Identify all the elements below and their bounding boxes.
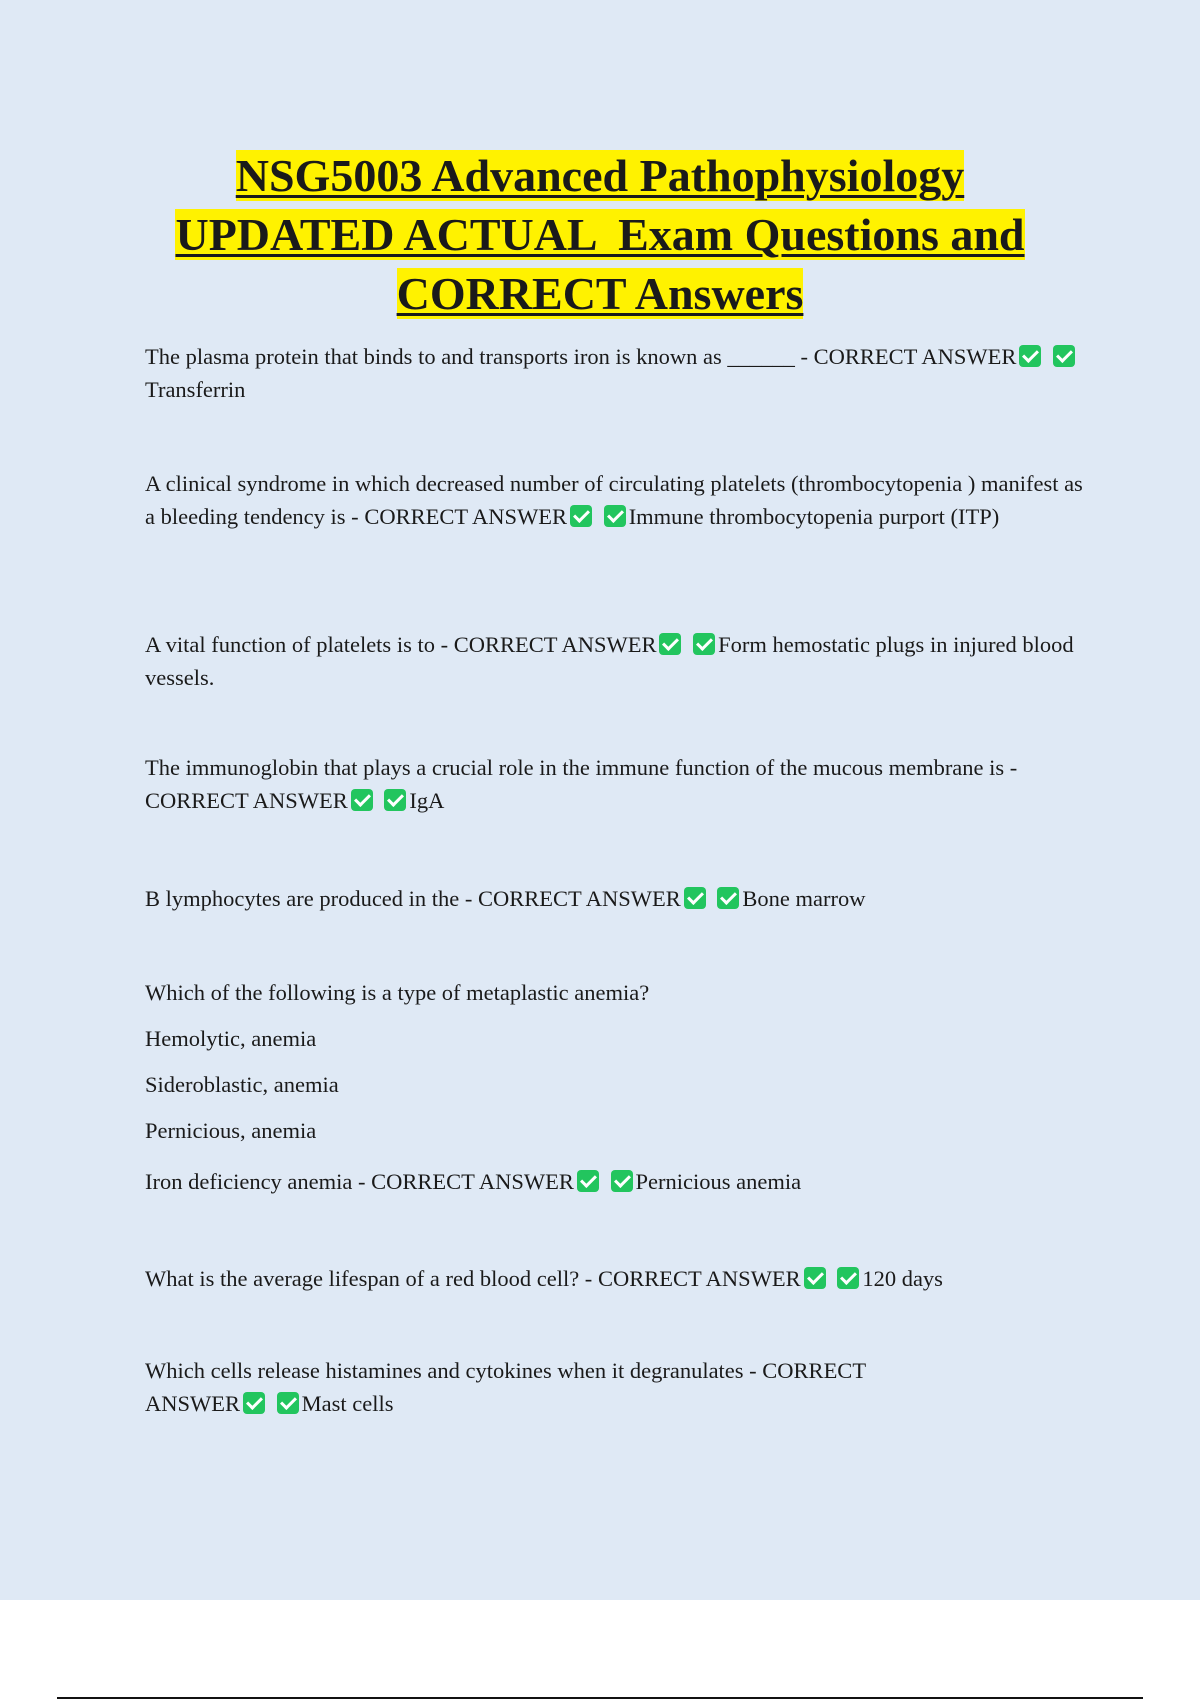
- answer-marker: CORRECT ANSWER: [813, 344, 1017, 369]
- check-icon: [717, 887, 739, 909]
- check-icon: [1019, 345, 1041, 367]
- answer-marker: CORRECT ANSWER: [597, 1266, 801, 1291]
- answer-marker: CORRECT ANSWER: [364, 504, 568, 529]
- check-icon: [1053, 345, 1075, 367]
- qa-item: [145, 751, 1095, 817]
- check-icon: [243, 1392, 265, 1414]
- question-text: The immunoglobin that plays a crucial role in the immune function of the mucous membrane is -: [145, 755, 1018, 780]
- qa-item: [145, 628, 1095, 694]
- check-icon: [351, 789, 373, 811]
- answer-marker: CORRECT ANSWER: [145, 788, 348, 813]
- question-text: A vital function of platelets is to -: [145, 632, 449, 657]
- title-line-1: NSG5003 Advanced Pathophysiology: [235, 150, 965, 201]
- answer-text: Bone marrow: [742, 886, 866, 911]
- qa-item: [145, 340, 1095, 406]
- check-icon: [804, 1267, 826, 1289]
- check-icon: [837, 1267, 859, 1289]
- answer-marker: CORRECT ANSWER: [478, 886, 681, 911]
- option-item: Hemolytic, anemia: [145, 1026, 317, 1051]
- answer-text: Mast cells: [301, 1391, 394, 1416]
- check-icon: [604, 505, 626, 527]
- option-item: Pernicious, anemia: [145, 1118, 317, 1143]
- document-title: [100, 146, 1100, 323]
- answer-text: Pernicious anemia: [635, 1169, 802, 1194]
- answer-text: 120 days: [862, 1266, 943, 1291]
- footer-divider: [57, 1697, 1143, 1699]
- answer-marker: CORRECT ANSWER: [453, 632, 657, 657]
- check-icon: [684, 887, 706, 909]
- answer-text: Form hemostatic plugs in injured blood vessels.: [145, 632, 1074, 690]
- question-text: Which of the following is a type of metaplastic anemia?: [145, 980, 650, 1005]
- answer-marker: CORRECT ANSWER: [371, 1169, 574, 1194]
- qa-item: [145, 882, 1095, 915]
- check-icon: [570, 505, 592, 527]
- title-line-3: CORRECT Answers: [396, 268, 804, 319]
- qa-item: [145, 1165, 801, 1198]
- answer-text: IgA: [409, 788, 445, 813]
- qa-item: [145, 1354, 945, 1420]
- question-text: The plasma protein that binds to and transports iron is known as ______ -: [145, 344, 809, 369]
- qa-item: [145, 1262, 1095, 1295]
- question-text: Which cells release histamines and cytokines when it degranulates -: [145, 1358, 757, 1383]
- title-line-2: UPDATED ACTUAL Exam Questions and: [175, 209, 1025, 260]
- check-icon: [277, 1392, 299, 1414]
- answer-text: Transferrin: [145, 377, 246, 402]
- option-item: Sideroblastic, anemia: [145, 1072, 339, 1097]
- check-icon: [611, 1170, 633, 1192]
- option-item: Iron deficiency anemia -: [145, 1169, 366, 1194]
- check-icon: [693, 633, 715, 655]
- question-text: A clinical syndrome in which decreased number of circulating platelets (thrombocytopenia ) manifest as a bleeding tendency is -: [145, 471, 1083, 529]
- question-text: B lymphocytes are produced in the -: [145, 886, 473, 911]
- check-icon: [659, 633, 681, 655]
- answer-text: Immune thrombocytopenia purport (ITP): [628, 504, 1000, 529]
- check-icon: [577, 1170, 599, 1192]
- qa-item: [145, 467, 1095, 533]
- answer-marker: CORRECT ANSWER: [145, 1358, 866, 1416]
- question-text: What is the average lifespan of a red blood cell? -: [145, 1266, 593, 1291]
- check-icon: [384, 789, 406, 811]
